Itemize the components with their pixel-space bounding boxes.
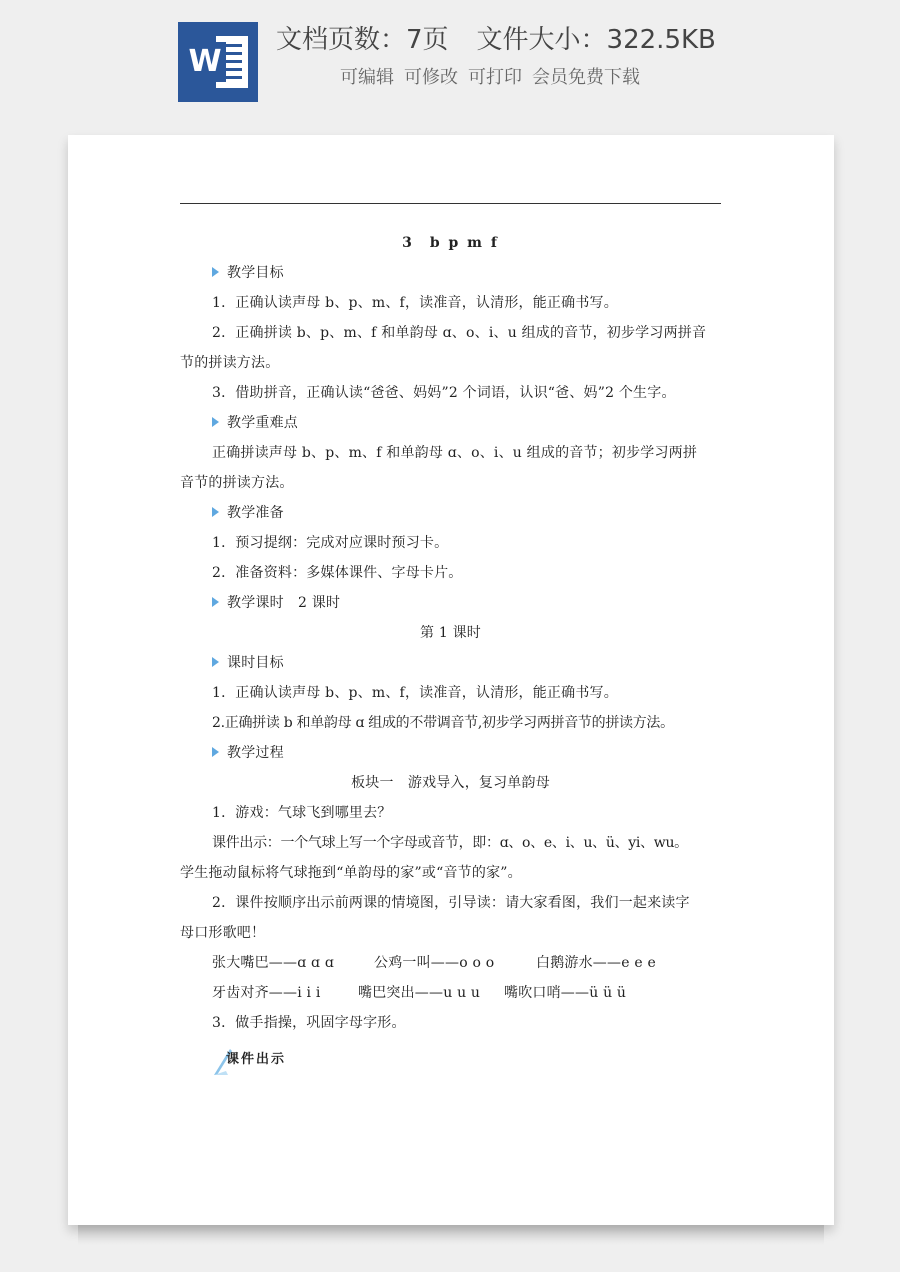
rhyme-row [180,978,721,1008]
paragraph: 课件出示：一个气球上写一个字母或音节，即：ɑ、o、e、i、u、ü、yi、wu。 [212,835,688,851]
heading-text: 课时目标 [227,655,284,671]
paragraph: 2．正确拼读 b、p、m、f 和单韵母 ɑ、o、i、u 组成的音节，初步学习两拼音 [212,325,707,341]
feature-editable: 可编辑 [340,67,394,88]
courseware-text: 课件出示 [226,1052,287,1067]
section-heading-hours [180,588,721,618]
paragraph: 2.正确拼读 b 和单韵母 ɑ 组成的不带调音节,初步学习两拼音节的拼读方法。 [212,715,674,731]
file-info [276,22,716,58]
paragraph: 2．准备资料：多媒体课件、字母卡片。 [212,565,463,581]
paragraph: 1．正确认读声母 b、p、m、f，读准音，认清形，能正确书写。 [212,295,618,311]
rhyme-item: 白鹅游水——e e e [536,955,656,971]
paragraph: 3．做手指操，巩固字母字形。 [212,1015,406,1031]
page-shadow [78,1225,824,1245]
heading-text: 教学过程 [227,745,284,761]
rhyme-item: 嘴吹口哨——ü ü ü [504,985,627,1001]
lesson-heading: 3 b p m f [402,235,499,251]
feature-free-download: 会员免费下载 [532,67,640,88]
header-rule [180,203,721,204]
rhyme-item: 张大嘴巴——ɑ ɑ ɑ [212,955,334,971]
section-heading-process [180,738,721,768]
feature-modifiable: 可修改 [404,67,458,88]
paragraph: 节的拼读方法。 [180,355,280,371]
courseware-label [214,1045,334,1075]
paragraph: 1．游戏：气球飞到哪里去？ [212,805,392,821]
section-heading-goals [180,258,721,288]
download-banner [0,0,900,125]
heading-text: 教学目标 [227,265,284,281]
paragraph: 正确拼读声母 b、p、m、f 和单韵母 ɑ、o、i、u 组成的音节；初步学习两拼 [212,445,698,461]
file-size: 文件大小：322.5KB [476,25,716,55]
heading-text: 教学课时 2 课时 [227,595,341,611]
block-title: 板块一 游戏导入，复习单韵母 [351,775,550,791]
paragraph: 2．课件按顺序出示前两课的情境图，引导读：请大家看图，我们一起来读字 [212,895,690,911]
document-page [68,135,834,1225]
paragraph: 学生拖动鼠标将气球拖到“单韵母的家”或“音节的家”。 [180,865,522,881]
document-body [180,228,721,1038]
triangle-bullet-icon [212,507,219,517]
word-icon [178,22,258,102]
lesson-subtitle: 第 1 课时 [419,625,481,641]
triangle-bullet-icon [212,417,219,427]
word-icon-letter: W [184,42,226,82]
triangle-bullet-icon [212,657,219,667]
page-count: 文档页数：7页 [276,25,449,55]
triangle-bullet-icon [212,747,219,757]
triangle-bullet-icon [212,597,219,607]
feature-printable: 可打印 [468,67,522,88]
section-heading-preparation [180,498,721,528]
paragraph: 母口形歌吧！ [180,925,266,941]
rhyme-item: 公鸡一叫——o o o [374,955,495,971]
rhyme-row [180,948,721,978]
rhyme-item: 嘴巴突出——u u u [358,985,481,1001]
section-heading-lesson-goals [180,648,721,678]
heading-text: 教学准备 [227,505,284,521]
paragraph: 1．预习提纲：完成对应课时预习卡。 [212,535,449,551]
rhyme-item: 牙齿对齐——i i i [212,985,321,1001]
paragraph: 1．正确认读声母 b、p、m、f，读准音，认清形，能正确书写。 [212,685,618,701]
feature-list [340,66,650,90]
triangle-bullet-icon [212,267,219,277]
paragraph: 音节的拼读方法。 [180,475,294,491]
paragraph: 3．借助拼音，正确认读“爸爸、妈妈”2 个词语，认识“爸、妈”2 个生字。 [212,385,676,401]
section-heading-key-points [180,408,721,438]
heading-text: 教学重难点 [227,415,298,431]
